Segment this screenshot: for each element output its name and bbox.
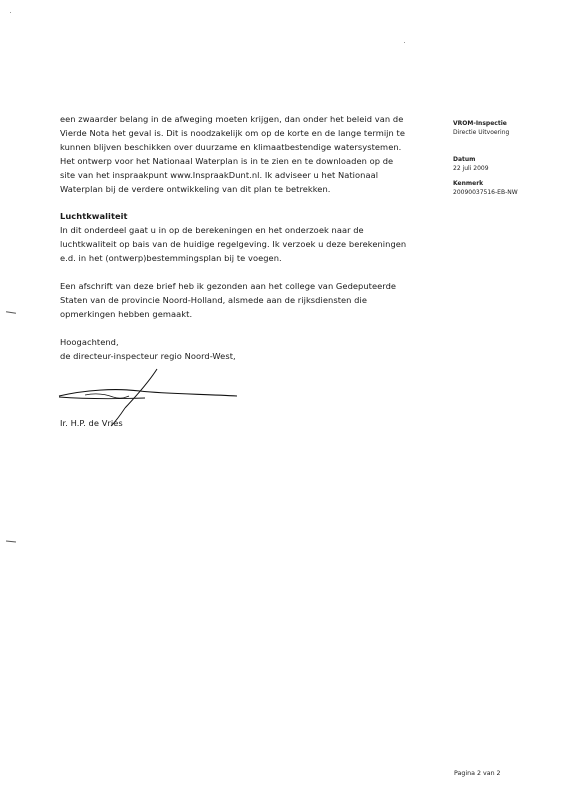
sidebar-org-label: VROM-Inspectie xyxy=(453,120,507,127)
scan-speck xyxy=(404,42,405,43)
closing-title: de directeur-inspecteur regio Noord-West, xyxy=(60,351,236,361)
sidebar-date xyxy=(453,155,489,173)
sidebar-org xyxy=(453,119,509,137)
sidebar-org-value: Directie Uitvoering xyxy=(453,129,510,136)
closing-block xyxy=(60,335,445,363)
body-line: Staten van de provincie Noord-Holland, alsmede aan de rijksdiensten die xyxy=(60,295,367,305)
sidebar-reference-value: 20090037516-EB-NW xyxy=(453,189,518,196)
signatory-block xyxy=(60,416,445,430)
sidebar-date-label: Datum xyxy=(453,156,476,163)
closing-greeting: Hoogachtend, xyxy=(60,337,119,347)
sidebar-reference-label: Kenmerk xyxy=(453,180,484,187)
fold-mark xyxy=(6,540,16,542)
section-air-quality xyxy=(60,209,445,265)
body-line: In dit onderdeel gaat u in op de berekeningen en het onderzoek naar de xyxy=(60,225,364,235)
body-line: een zwaarder belang in de afweging moeten krijgen, dan onder het beleid van de xyxy=(60,114,404,124)
body-line: kunnen blijven beschikken over duurzame en klimaatbestendige watersystemen. xyxy=(60,142,402,152)
body-line: luchtkwaliteit op bais van de huidige regelgeving. Ik verzoek u deze berekeningen xyxy=(60,239,407,249)
body-line: Vierde Nota het geval is. Dit is noodzakelijk om op de korte en de lange termijn te xyxy=(60,128,405,138)
scan-speck xyxy=(10,12,11,13)
signatory-name: Ir. H.P. de Vries xyxy=(60,418,123,428)
sidebar-date-value: 22 juli 2009 xyxy=(453,165,489,172)
body-line: site van het inspraakpunt www.InspraakDunt.nl. Ik adviseer u het Nationaal xyxy=(60,170,379,180)
sidebar-reference xyxy=(453,179,518,197)
section-heading: Luchtkwaliteit xyxy=(60,211,128,221)
body-line: Een afschrift van deze brief heb ik gezonden aan het college van Gedeputeerde xyxy=(60,281,397,291)
page-number: Pagina 2 van 2 xyxy=(454,770,501,777)
body-line: Het ontwerp voor het Nationaal Waterplan is in te zien en te downloaden op de xyxy=(60,156,394,166)
paragraph-water-plan xyxy=(60,112,445,196)
fold-mark xyxy=(6,311,16,313)
body-line: Waterplan bij de verdere ontwikkeling van dit plan te betrekken. xyxy=(60,184,331,194)
paragraph-copy-sent xyxy=(60,279,445,321)
body-line: e.d. in het (ontwerp)bestemmingsplan bij te voegen. xyxy=(60,253,282,263)
body-line: opmerkingen hebben gemaakt. xyxy=(60,309,193,319)
